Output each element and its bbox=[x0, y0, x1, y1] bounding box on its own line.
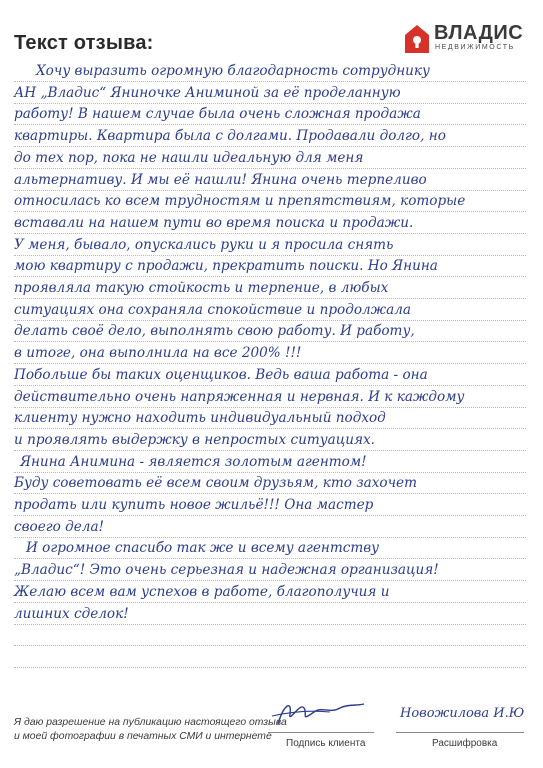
ruled-line bbox=[14, 124, 526, 125]
ruled-line bbox=[14, 341, 526, 342]
ruled-line bbox=[14, 233, 526, 234]
ruled-line bbox=[14, 493, 526, 494]
handwritten-line: АН „Владис“ Яниночке Аниминой за её проделанную bbox=[14, 85, 401, 101]
consent-line: и моей фотографии в печатных СМИ и интернете bbox=[14, 731, 272, 742]
decoding-label: Расшифровка bbox=[432, 738, 498, 749]
ruled-line bbox=[14, 190, 526, 191]
handwritten-line: альтернативу. И мы её нашли! Янина очень терпеливо bbox=[14, 172, 427, 188]
handwritten-line: делать своё дело, выполнять свою работу. И работу, bbox=[14, 323, 415, 339]
client-signature bbox=[270, 694, 370, 730]
ruled-line bbox=[14, 103, 526, 104]
handwritten-line: и проявлять выдержку в непростых ситуациях. bbox=[14, 432, 375, 448]
ruled-line bbox=[14, 450, 526, 451]
ruled-line bbox=[14, 276, 526, 277]
ruled-line bbox=[14, 298, 526, 299]
handwritten-line: проявляла такую стойкость и терпение, в любых bbox=[14, 280, 389, 296]
consent-text bbox=[14, 716, 287, 744]
ruled-line bbox=[14, 428, 526, 429]
consent-line: Я даю разрешение на публикацию настоящего отзыва bbox=[14, 717, 287, 728]
handwritten-line: И огромное спасибо так же и всему агентству bbox=[26, 540, 380, 556]
ruled-line bbox=[14, 363, 526, 364]
ruled-line bbox=[14, 602, 526, 603]
ruled-line bbox=[14, 558, 526, 559]
signature-line bbox=[268, 732, 374, 733]
handwritten-line: Желаю всем вам успехов в работе, благополучия и bbox=[14, 584, 390, 600]
ruled-line bbox=[14, 407, 526, 408]
ruled-line bbox=[14, 211, 526, 212]
handwritten-line: У меня, бывало, опускались руки и я просила снять bbox=[14, 237, 394, 253]
house-keyhole-icon bbox=[404, 24, 430, 54]
handwritten-line: Хочу выразить огромную благодарность сотруднику bbox=[36, 63, 430, 79]
ruled-line bbox=[14, 667, 526, 668]
handwritten-line: действительно очень напряженная и нервная. И к каждому bbox=[14, 389, 465, 405]
page-title: Текст отзыва: bbox=[14, 32, 154, 54]
ruled-line bbox=[14, 624, 526, 625]
ruled-line bbox=[14, 580, 526, 581]
ruled-line bbox=[14, 146, 526, 147]
ruled-line bbox=[14, 255, 526, 256]
handwritten-line: в итоге, она выполнила на все 200% !!! bbox=[14, 345, 302, 361]
logo-subtitle: НЕДВИЖИМОСТЬ bbox=[435, 44, 515, 51]
handwritten-line: до тех пор, пока не нашли идеальную для меня bbox=[14, 150, 364, 166]
handwritten-line: своего дела! bbox=[14, 519, 105, 535]
ruled-line bbox=[14, 385, 526, 386]
handwritten-line: Буду советовать её всем своим друзьям, кто захочет bbox=[14, 475, 417, 491]
handwritten-line: лишних сделок! bbox=[14, 606, 129, 622]
ruled-line bbox=[14, 537, 526, 538]
handwritten-line: „Владис“! Это очень серьезная и надежная организация! bbox=[14, 562, 439, 578]
ruled-line bbox=[14, 472, 526, 473]
ruled-line bbox=[14, 168, 526, 169]
logo-name: ВЛАДИС bbox=[434, 22, 524, 44]
handwritten-line: клиенту нужно находить индивидуальный подход bbox=[14, 410, 386, 426]
handwritten-line: продать или купить новое жильё!!! Она мастер bbox=[14, 497, 374, 513]
handwritten-line: работу! В нашем случае была очень сложная продажа bbox=[14, 106, 421, 122]
handwritten-line: относилась ко всем трудностям и препятствиям, которые bbox=[14, 193, 466, 209]
handwritten-line: вставали на нашем пути во время поиска и продажи. bbox=[14, 215, 414, 231]
decoding-value: Новожилова И.Ю bbox=[400, 706, 525, 721]
ruled-line bbox=[14, 645, 526, 646]
company-logo bbox=[404, 22, 534, 54]
signature-label: Подпись клиента bbox=[286, 738, 366, 749]
ruled-line bbox=[14, 320, 526, 321]
ruled-line bbox=[14, 81, 526, 82]
handwritten-line: Янина Анимина - является золотым агентом! bbox=[20, 454, 367, 470]
handwritten-line: Побольше бы таких оценщиков. Ведь ваша работа - она bbox=[14, 367, 428, 383]
handwritten-line: мою квартиру с продажи, прекратить поиски. Но Янина bbox=[14, 258, 438, 274]
handwritten-line: ситуациях она сохраняла спокойствие и продолжала bbox=[14, 302, 411, 318]
decoding-line bbox=[396, 732, 524, 733]
handwritten-line: квартиры. Квартира была с долгами. Продавали долго, но bbox=[14, 128, 446, 144]
ruled-line bbox=[14, 515, 526, 516]
